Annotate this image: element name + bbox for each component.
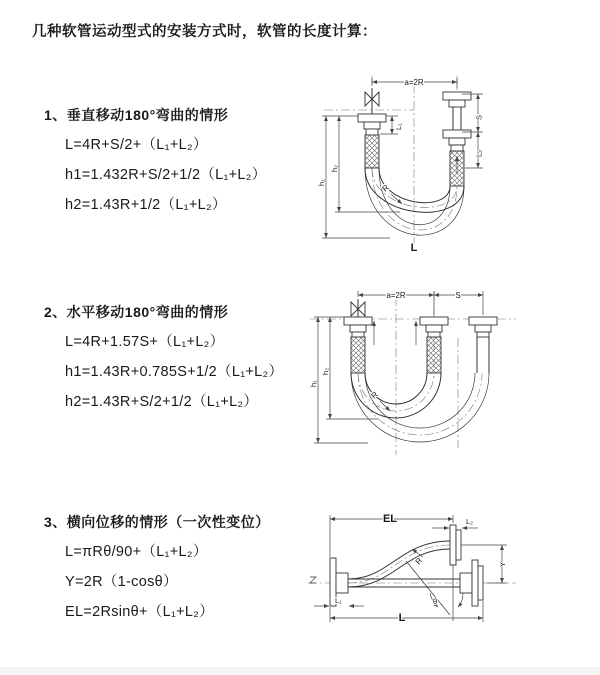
section-2 <box>44 297 283 417</box>
section-1 <box>44 100 267 220</box>
section-3 <box>44 507 270 627</box>
dim-a2r-label: a=2R <box>386 291 406 300</box>
right-flange-lower <box>443 130 471 151</box>
hose-body <box>310 525 483 621</box>
diagram-lateral-displacement <box>302 503 600 655</box>
dim-l1-label: L₁ <box>394 123 403 130</box>
section-3-heading: 3、横向位移的情形（一次性变位） <box>44 514 270 530</box>
page-bottom-strip <box>0 667 600 675</box>
section-2-formula-h1: h1=1.43R+0.785S+1/2（L₁+L₂） <box>65 364 284 380</box>
dim-l-label: L <box>398 612 406 624</box>
middle-flange <box>420 317 448 337</box>
centerlines <box>310 291 516 455</box>
middle-braid <box>427 337 441 373</box>
right-flange <box>469 317 497 337</box>
section-1-heading: 1、垂直移动180°弯曲的情形 <box>44 107 229 123</box>
section-2-formula-L: L=4R+1.57S+（L₁+L₂） <box>65 334 225 350</box>
diagram-horizontal-180-bend <box>306 283 598 461</box>
dim-r-label: R <box>380 182 391 194</box>
dim-a2r-label: a=2R <box>404 78 424 87</box>
section-1-formula-h1: h1=1.432R+S/2+1/2（L₁+L₂） <box>65 167 267 183</box>
hose-body <box>344 299 497 442</box>
section-1-formula-h2: h2=1.43R+1/2（L₁+L₂） <box>65 197 227 213</box>
section-3-formula-EL: EL=2Rsinθ+（L₁+L₂） <box>65 604 215 620</box>
dim-h2-label: h₂ <box>330 164 339 172</box>
upper-flange <box>450 525 461 565</box>
section-2-formula-h2: h2=1.43R+S/2+1/2（L₁+L₂） <box>65 394 259 410</box>
page-title: 几种软管运动型式的安装方式时，软管的长度计算： <box>32 24 377 40</box>
right-flange <box>460 560 483 606</box>
section-1-formula-L: L=4R+S/2+（L₁+L₂） <box>65 137 208 153</box>
dim-h1-label: h₁ <box>317 179 326 186</box>
dim-l2-label: L₂ <box>466 517 474 526</box>
left-flange <box>358 114 386 135</box>
section-3-formula-Y: Y=2R（1-cosθ） <box>65 574 178 590</box>
dim-l1-label: L₁ <box>335 596 342 605</box>
dim-r-label: R <box>413 556 425 567</box>
centerline-mark <box>310 577 316 583</box>
dim-s-label: S <box>455 291 461 300</box>
dim-y-label: Y <box>498 561 507 567</box>
section-3-formula-L: L=πRθ/90+（L₁+L₂） <box>65 544 208 560</box>
centerlines <box>324 76 457 248</box>
diagram-vertical-180-bend <box>312 68 590 254</box>
dim-h2-label: h₂ <box>321 367 330 375</box>
dim-theta-label: θ <box>433 597 438 606</box>
section-2-heading: 2、水平移动180°弯曲的情形 <box>44 304 229 320</box>
left-braid <box>351 337 365 373</box>
dim-el-label: EL <box>382 513 398 525</box>
hose-body <box>358 88 471 235</box>
dim-l-label: L <box>410 242 418 254</box>
dim-h1-label: h₁ <box>309 380 318 387</box>
left-flange <box>344 317 372 337</box>
left-braid <box>365 135 379 168</box>
dim-l2-label: L₂ <box>474 149 484 157</box>
dim-s-label: S <box>474 114 484 120</box>
dim-r-label: R <box>369 389 380 401</box>
